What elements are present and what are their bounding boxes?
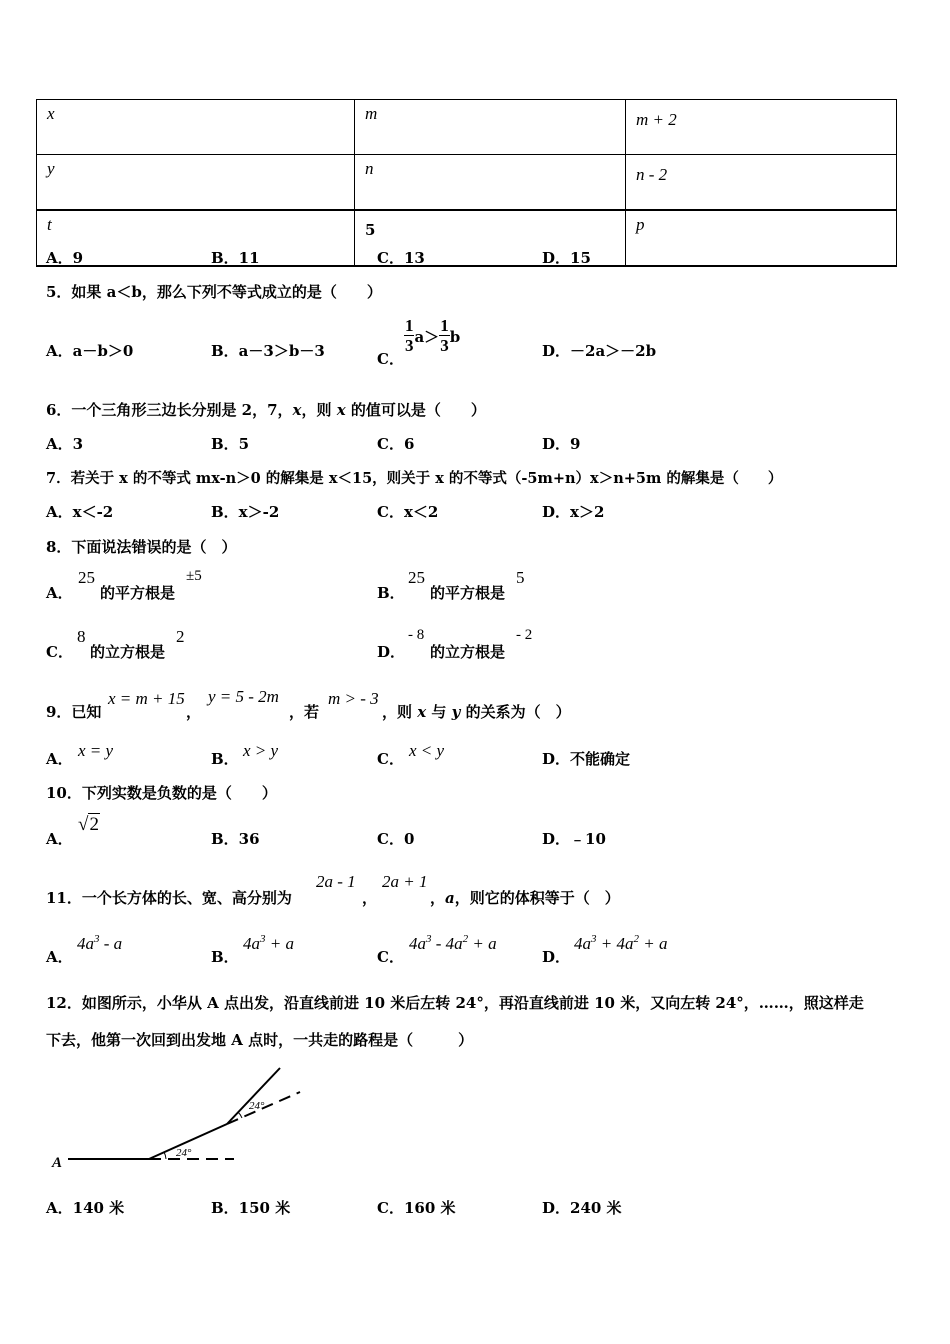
q11-option-a-label: A． [46, 948, 73, 966]
q8-option-d-value: - 8 [408, 627, 425, 643]
q10-option-a-sqrt: √2 [78, 814, 99, 835]
q11-option-d-label: D． [542, 948, 571, 966]
q6-option-d: D．9 [542, 435, 581, 453]
q5-option-c: C． $\frac{1}{3}$ a＞ $\frac{1}{3}$ b [377, 316, 461, 368]
q4-option-a: A．9 [46, 249, 84, 267]
q9-eq1: x = m + 15 [108, 689, 185, 708]
q10-option-d: D．﹣10 [542, 830, 606, 848]
q6-option-a: A．3 [46, 435, 84, 453]
q5-option-b: B．a－3＞b－3 [211, 342, 325, 360]
q8-option-d-label: D． [377, 643, 406, 661]
q5-option-a: A．a－b＞0 [46, 342, 134, 360]
q8-option-b-answer: 5 [516, 568, 525, 587]
q11-option-b-label: B． [211, 948, 239, 966]
q6-option-b: B．5 [211, 435, 250, 453]
q8-option-c-text: 的立方根是 [90, 643, 166, 661]
table-cell: x [37, 100, 355, 155]
q8-option-b-label: B． [377, 584, 405, 602]
q8-option-d-text: 的立方根是 [430, 643, 506, 661]
q12-option-a: A．140 米 [46, 1199, 125, 1217]
q12-option-d: D．240 米 [542, 1199, 622, 1217]
q5-option-d: D．－2a＞－2b [542, 342, 657, 360]
q11-e1: 2a - 1 [316, 872, 356, 891]
q7-option-d: D．x＞2 [542, 503, 605, 521]
q9-option-c-label: C． [377, 750, 404, 768]
figure-path-segment [227, 1068, 280, 1124]
q12-stem-line1: 12．如图所示，小华从 A 点出发，沿直线前进 10 米后左转 24°，再沿直线前进 10 米，又向左转 24°，……，照这样走 [46, 994, 864, 1012]
q8-option-c-answer: 2 [176, 627, 185, 646]
table-row [37, 210, 897, 266]
q11-option-d-value: $4a^3 + 4a^2 + a$ [574, 933, 668, 953]
q8-option-a-answer: ±5 [186, 568, 202, 584]
q9-option-b-label: B． [211, 750, 239, 768]
q4-option-c: C．13 [377, 249, 425, 267]
q8-option-a-text: 的平方根是 [100, 584, 176, 602]
q10-option-a-label: A． [46, 830, 73, 848]
q9-option-d: D．不能确定 [542, 750, 631, 768]
q9-option-a-value: x = y [78, 741, 114, 760]
q8-option-c-value: 8 [77, 627, 86, 646]
q12-figure [46, 1060, 316, 1180]
q11-e2: 2a + 1 [382, 872, 428, 891]
table-cell: y [37, 155, 355, 211]
q9-condition: m > - 3 [328, 689, 379, 708]
table-row [37, 100, 897, 155]
figure-point-a-label: A [52, 1155, 63, 1171]
table-cell: p [626, 210, 897, 266]
q8-option-c-label: C． [46, 643, 73, 661]
q9-option-a-label: A． [46, 750, 73, 768]
q12-option-b: B．150 米 [211, 1199, 291, 1217]
q11-option-b-value: $4a^3 + a$ [243, 933, 294, 953]
table-cell: 5 [355, 210, 626, 266]
q5-stem: 5．如果 a＜b，那么下列不等式成立的是（ ） [46, 283, 382, 301]
q6-option-c: C．6 [377, 435, 415, 453]
q11-option-c-value: $4a^3 - 4a^2 + a$ [409, 933, 497, 953]
q11-stem-prefix: 11．一个长方体的长、宽、高分别为 [46, 889, 292, 907]
q9-eq2: y = 5 - 2m [208, 687, 279, 706]
q11-option-a-value: $4a^3$ - a [77, 933, 123, 953]
q9-stem-prefix: 9．已知 [46, 703, 102, 721]
table-cell: m [355, 100, 626, 155]
q7-stem: 7．若关于 x 的不等式 mx-n＞0 的解集是 x＜15，则关于 x 的不等式（-5m+n）x＞n+5m 的解集是（ ） [46, 470, 783, 487]
q12-stem-line2: 下去，他第一次回到出发地 A 点时，一共走的路程是（ ） [46, 1031, 474, 1049]
q11-option-c-label: C． [377, 948, 404, 966]
q11-sep: ， [362, 889, 378, 907]
q4-option-b: B．11 [211, 249, 260, 267]
q9-sep: ， [186, 703, 202, 721]
q6-stem: 6．一个三角形三边长分别是 2，7，x，则 x 的值可以是（ ） [46, 401, 486, 419]
q9-stem-suffix: ，则 x 与 y 的关系为（ ） [382, 703, 571, 721]
q7-option-a: A．x＜-2 [46, 503, 114, 521]
figure-angle-arc [164, 1152, 166, 1159]
q8-option-d-answer: - 2 [516, 627, 533, 643]
q9-option-b-value: x > y [243, 741, 279, 760]
q8-option-b-value: 25 [408, 568, 425, 587]
value-table [36, 99, 897, 267]
q9-ruo: ，若 [289, 703, 320, 721]
q7-option-b: B．x＞-2 [211, 503, 280, 521]
q9-option-c-value: x < y [409, 741, 445, 760]
q11-stem-suffix: ，a，则它的体积等于（ ） [430, 889, 620, 907]
q10-option-c: C．0 [377, 830, 415, 848]
figure-angle-label-2: 24° [249, 1100, 265, 1112]
table-cell: n [355, 155, 626, 211]
q10-option-b: B．36 [211, 830, 260, 848]
table-cell: t [37, 210, 355, 266]
q8-option-a-label: A． [46, 584, 73, 602]
table-cell: m + 2 [626, 100, 897, 155]
q8-stem: 8．下面说法错误的是（ ） [46, 538, 237, 556]
q8-option-b-text: 的平方根是 [430, 584, 506, 602]
figure-angle-label-1: 24° [176, 1147, 192, 1159]
table-row [37, 155, 897, 211]
table-cell: n - 2 [626, 155, 897, 211]
q8-option-a-value: 25 [78, 568, 95, 587]
q7-option-c: C．x＜2 [377, 503, 439, 521]
q10-stem: 10．下列实数是负数的是（ ） [46, 784, 277, 802]
figure-angle-arc [238, 1112, 242, 1118]
q4-option-d: D．15 [542, 249, 591, 267]
q12-option-c: C．160 米 [377, 1199, 456, 1217]
